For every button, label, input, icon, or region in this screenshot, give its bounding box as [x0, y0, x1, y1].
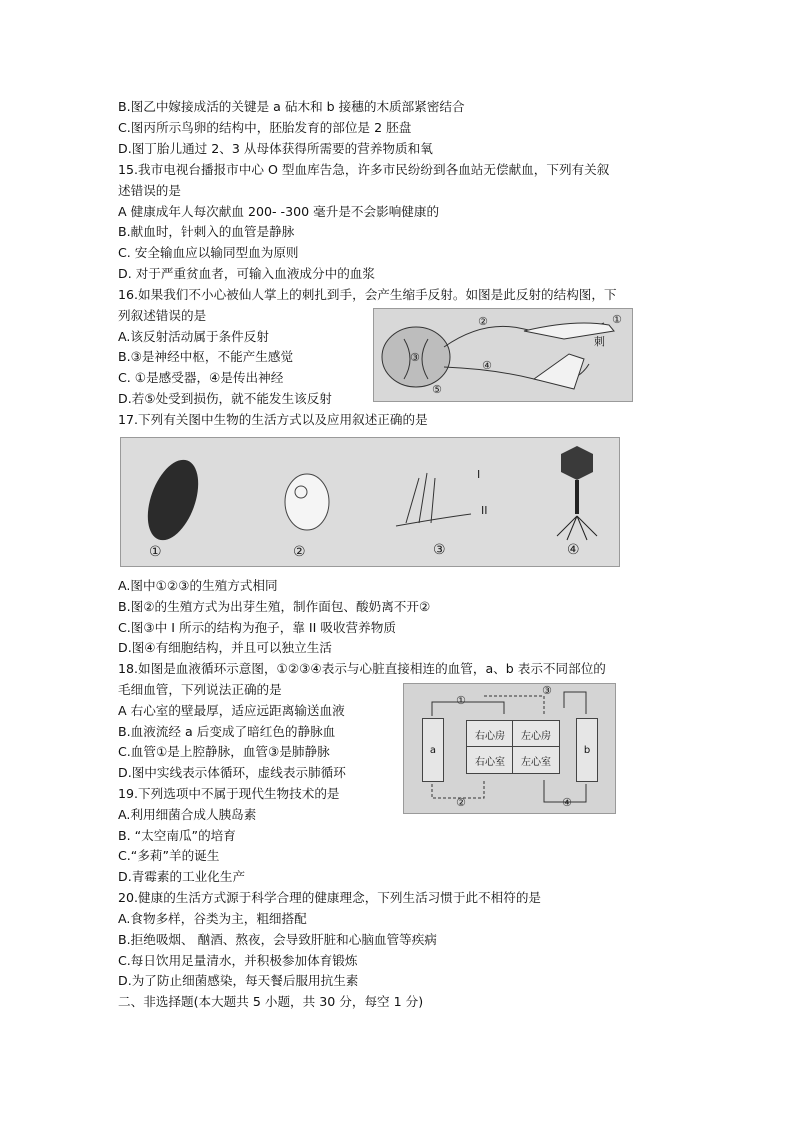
text-line: B. “太空南瓜”的培育: [118, 828, 236, 843]
right-ventricle: 右心室: [466, 746, 514, 774]
text-line: B.③是神经中枢，不能产生感觉: [118, 349, 294, 364]
text-line: 列叙述错误的是: [118, 308, 207, 323]
text-line: C.图丙所示鸟卵的结构中，胚胎发育的部位是 2 胚盘: [118, 120, 412, 135]
text-line: A 健康成年人每次献血 200- -300 毫升是不会影响健康的: [118, 204, 440, 219]
right-atrium: 右心房: [466, 720, 514, 748]
capillary-b: b: [576, 718, 598, 782]
text-line: C.“多莉”羊的诞生: [118, 848, 220, 863]
text-line: D.图丁胎儿通过 2、3 从母体获得所需要的营养物质和氧: [118, 141, 433, 156]
vessel-2: ②: [456, 796, 466, 809]
text-line: D.为了防止细菌感染，每天餐后服用抗生素: [118, 973, 359, 988]
text-line: A.利用细菌合成人胰岛素: [118, 807, 257, 822]
text-line: B.献血时，针刺入的血管是静脉: [118, 224, 295, 239]
text-line: B.血液流经 a 后变成了暗红色的静脉血: [118, 724, 336, 739]
text-line: C.图③中 I 所示的结构为孢子，靠 II 吸收营养物质: [118, 620, 396, 635]
fig16-label-2: ②: [478, 315, 488, 328]
fig16-label-1: ①: [612, 313, 622, 326]
vessel-4: ④: [562, 796, 572, 809]
text-line: 20.健康的生活方式源于科学合理的健康理念，下列生活习惯于此不相符的是: [118, 890, 542, 905]
text-line: B.拒绝吸烟、 酗酒、熬夜，会导致肝脏和心脑血管等疾病: [118, 932, 437, 947]
fig17-label-2: ②: [293, 544, 306, 560]
text-line: D.图④有细胞结构，并且可以独立生活: [118, 640, 332, 655]
fig16-label-3: ③: [410, 351, 420, 364]
text-line: D. 对于严重贫血者，可输入血液成分中的血浆: [118, 266, 375, 281]
circulation-figure: [403, 683, 616, 814]
text-line: C.血管①是上腔静脉，血管③是肺静脉: [118, 744, 330, 759]
text-line: A.食物多样，谷类为主，粗细搭配: [118, 911, 307, 926]
left-atrium: 左心房: [512, 720, 560, 748]
text-line: C.每日饮用足量清水，并积极参加体育锻炼: [118, 953, 358, 968]
reflex-arc-figure: [373, 308, 633, 402]
text-line: B.图乙中嫁接成活的关键是 a 砧木和 b 接穗的木质部紧密结合: [118, 99, 465, 114]
fig16-label-5: ⑤: [432, 383, 442, 396]
text-line: D.图中实线表示体循环，虚线表示肺循环: [118, 765, 346, 780]
fig17-label-3: ③: [433, 542, 446, 558]
text-line: 15.我市电视台播报市中心 O 型血库告急，许多市民纷纷到各血站无偿献血，下列有关叙: [118, 162, 610, 177]
text-line: B.图②的生殖方式为出芽生殖，制作面包、酸奶离不开②: [118, 599, 431, 614]
organisms-figure: [120, 437, 620, 567]
text-line: A 右心室的壁最厚，适应远距离输送血液: [118, 703, 345, 718]
text-line: C. 安全输血应以输同型血为原则: [118, 245, 299, 260]
text-line: C. ①是感受器，④是传出神经: [118, 370, 284, 385]
text-line: 19.下列选项中不属于现代生物技术的是: [118, 786, 340, 801]
text-line: D.青霉素的工业化生产: [118, 869, 246, 884]
fig16-label-4: ④: [482, 359, 492, 372]
text-line: A.该反射活动属于条件反射: [118, 329, 269, 344]
fig17-label-4: ④: [567, 542, 580, 558]
fig16-label-thorn: 刺: [594, 335, 605, 348]
capillary-a: a: [422, 718, 444, 782]
vessel-1: ①: [456, 694, 466, 707]
fig17-label-1: ①: [149, 544, 162, 560]
text-line: A.图中①②③的生殖方式相同: [118, 578, 278, 593]
left-ventricle: 左心室: [512, 746, 560, 774]
fig17-label-II: II: [481, 504, 488, 517]
text-line: 毛细血管，下列说法正确的是: [118, 682, 282, 697]
text-line: 述错误的是: [118, 183, 181, 198]
fig17-label-I: I: [477, 468, 481, 481]
text-line: 18.如图是血液循环示意图，①②③④表示与心脏直接相连的血管，a、b 表示不同部位的: [118, 661, 606, 676]
text-line: 二、非选择题(本大题共 5 小题，共 30 分，每空 1 分): [118, 994, 424, 1009]
text-line: D.若⑤处受到损伤，就不能发生该反射: [118, 391, 332, 406]
vessel-3: ③: [542, 684, 552, 697]
organisms-drawing: [121, 438, 619, 566]
text-line: 17.下列有关图中生物的生活方式以及应用叙述正确的是: [118, 412, 428, 427]
text-line: 16.如果我们不小心被仙人掌上的刺扎到手，会产生缩手反射。如图是此反射的结构图，下: [118, 287, 617, 302]
